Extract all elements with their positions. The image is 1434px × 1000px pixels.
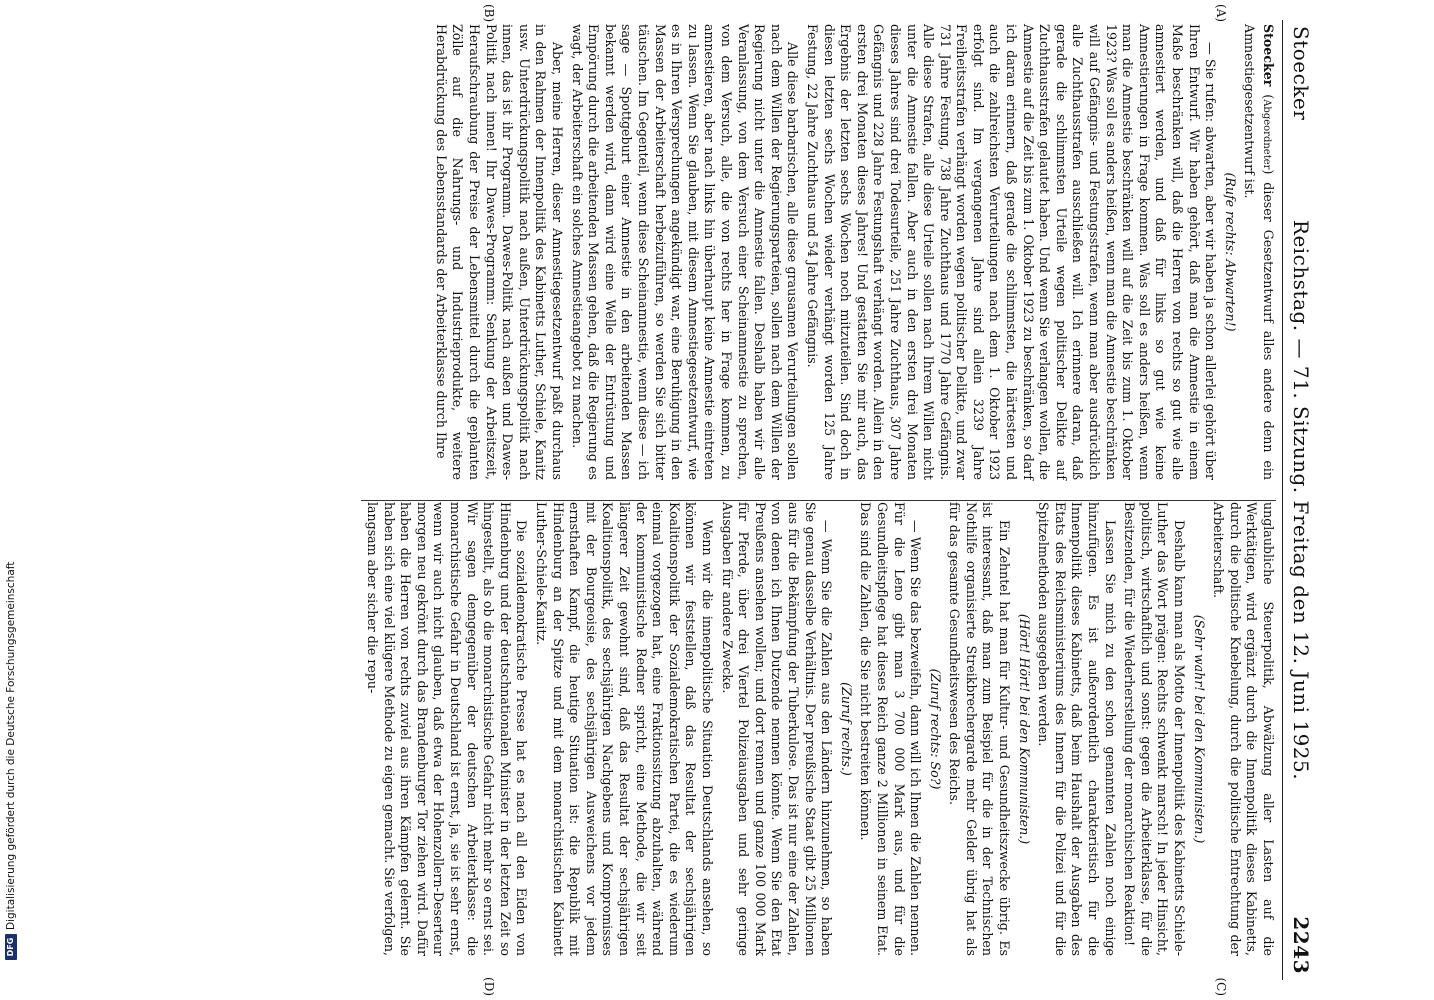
running-head [1282,20,1317,980]
interjection: (Hört! Hört! bei den Kommunisten.) [1016,613,1032,845]
interjection: (Sehr wahr! bei den Kommunisten.) [1191,614,1207,844]
speaker-name: Stoecker [1261,24,1276,87]
paragraph: Aber, meine Herren, dieser Amnestiegesetzentwurf paßt durchaus in den Rahmen der Innenpolitik des Kabinetts Luther, Schiele, Kanitz usw. Unterdrückungspolitik nach außen, Unterdrückungspolitik nach innen, das ist ihr Programm. Dawes-Politik nach außen und Dawes-Politik nach innen! Ihr Dawes-Programm: Senkung der Arbeitszeit, Heraufschraubung der Preise der Lebensmittel durch die geplanten Zölle auf die Nahrungs- und Industrieprodukte, weitere Herabdrückung des Lebensstandards der Arbeiterklasse durch Ihre [433,24,566,480]
margin-marker-b: (B) [482,4,496,23]
left-column [361,20,1276,490]
interjection: (Zuruf rechts: So?) [927,668,943,790]
column-divider [361,500,1276,501]
speech-text: dieser Gesetzentwurf alles andere denn ein Amnestiegesetzentwurf ist. [1242,24,1276,481]
page-number: 2243 [1289,916,1313,974]
paragraph: Deshalb kann man als Motto der Innenpolitik des Kabinetts Schiele-Luther das Wort prägen: Rechts schwenkt marsch! In jeder Hinsicht, politisch, wirtschaftlich und sonst: gegen die Arbeiterklasse, für die Besitzenden, für die Wiederherstellung der monarchischen Reaktion! [1122,502,1188,956]
margin-marker-a: (A) [1214,4,1228,23]
paragraph: unglaubliche Steuerpolitik, Abwälzung aller Lasten auf die Werktätigen, wird ergänzt durch die Innenpolitik dieses Kabinetts, durch die politische Knebelung, durch die politische Entrechtung der Arbeiterschaft. [1211,502,1276,956]
margin-marker-d: (D) [482,977,496,996]
credit-text: Digitalisierung gefördert durch die Deutsche Forschungsgemeinschaft [5,561,17,930]
paragraph: — Wenn Sie das bezweifeln, dann will ich Ihnen die Zahlen nennen. Für die Leno gibt man 3 700 000 Mark aus, und für die Gesundheitspflege hat dieses Reich ganze 2 Millionen in seinem Etat. Das sind die Zahlen, die Sie nicht bestreiten können. [858,502,924,956]
paragraph: Alle diese barbarischen, alle diese grausamen Verurteilungen sollen nach dem Willen der Regierungsparteien, sollen nach dem Willen der Regierung nicht unter die Amnestie fallen. Deshalb haben wir alle Veranlassung, von dem Versuch einer Scheinamnestie zu sprechen, von dem Versuch, alle, die von rechts her in Frage kommen, zu amnestieren, aber nach links hin überhaupt keine Amnestie eintreten zu lassen. Wenn Sie glauben, mit diesem Amnestiegesetzentwurf, wie es in Ihren Versprechungen angekündigt war, eine Beruhigung in den Massen der Arbeiterschaft herbeizuführen, so werden Sie sich bitter täuschen. Im Gegenteil, wenn diese Scheinamnestie, wenn diese — ich sage — Spottgeburt einer Amnestie in den arbeitenden Massen bekannt werden wird, dann wird eine Welle der Entrüstung und Empörung durch die arbeitenden Massen gehen, daß die Regierung es wagt, der Arbeiterschaft ein solches Amnestieangebot zu machen. [569,24,801,480]
speaker-role: Abgeordneter [1261,99,1272,170]
paragraph: Wenn wir die innenpolitische Situation Deutschlands ansehen, so können wir feststellen, daß das Resultat der sechsjährigen Koalitionspolitik der Sozialdemokratischen Partei, die es wiederum einmal vorgezogen hat, eine Fraktionssitzung abzuhalten, während der kommunistische Redner spricht, eine Methode, die wir seit längerer Zeit gewohnt sind, daß das Resultat der sechsjährigen Koalitionspolitik, des sechsjährigen Nachgebens und Kompromisses mit der Bourgeoisie, des sechsjährigen Ausweichens vor jedem ernsthaften Kampf, die heutige Situation ist: die Republik mit Hindenburg an der Spitze und mit dem monarchistischen Kabinett Luther-Schiele-Kanitz. [534,502,715,956]
header-speaker: Stoecker [1289,26,1313,121]
paragraph: Lassen Sie mich zu den schon genannten Zahlen noch einige hinzufügen. Es ist außerordentlich charakteristisch für die Innenpolitik dieses Kabinetts, daß beim Haushalt der Ausgaben des Etats des Reichsministeriums des Innern für die Polizei und für die Spitzelmethoden ausgegeben werden. [1036,502,1118,956]
speaker-paragraph: Stoecker (Abgeordneter) dieser Gesetzentwurf alles andere denn ein Amnestiegesetzentwurf ist. [1242,24,1276,481]
paragraph: Die sozialdemokratische Presse hat es nach all den Eiden von Hindenburg und der deutschnationalen Minister in der letzten Zeit so hingestellt, als ob die monarchistische Gefahr nicht mehr so ernst sei. Wir sagen demgegenüber der deutschen Arbeiterklasse: die monarchistische Gefahr in Deutschland ist ernst, ja, sie ist sehr ernst, wenn wir auch nicht glauben, daß etwa der Hohenzollern-Deserteur morgen neu gekrönt durch das Brandenburger Tor ziehen wird. Dafür haben die Herren von rechts zuviel aus ihren Kämpfen gelernt. Sie haben sich eine viel klügere Methode zu eigen gemacht. Sie verfolgen, langsam aber sicher die repu- [365,502,530,956]
text-columns [361,4,1276,996]
paragraph: Ein Zehntel hat man für Kultur- und Gesundheitszwecke übrig. Es ist interessant, daß man zum Beispiel für die in der Technischen Nothilfe organisierte Streikbrechergarde mehr Gelder übrig hat als für das gesamte Gesundheitswesen des Reichs. [947,502,1013,956]
interjection: (Rufe rechts: Abwarten!) [1222,172,1238,332]
right-column [361,490,1276,960]
interjection: (Zuruf rechts.) [838,682,854,776]
rotated-page [95,0,1325,1000]
digitization-credit [4,0,18,960]
paragraph: — Sie rufen: abwarten, aber wir haben ja schon allerlei gehört über Ihren Entwurf. Wir haben gehört, daß man die Amnestie in einem Maße beschränken will, daß die Herren von rechts so gut wie alle amnestiert werden, und daß für links so gut wie keine Amnestierungen in Frage kommen. Was soll es anders heißen, wenn man die Amnestie beschränken will auf die Zeit bis zum 1. Oktober 1923? Was soll es anders heißen, wenn man die Amnestie beschränken will auf Gefängnis- und Festungsstrafen, wenn man aber ausdrücklich alle Zuchthausstrafen ausschließen will. Ich erinnere daran, daß gerade die schlimmsten Urteile wegen politischer Delikte auf Zuchthausstrafen gelautet haben. Und wenn Sie verlangen wollen, die Amnestie auf die Zeit bis zum 1. Oktober 1923 zu beschränken, so darf ich daran erinnern, daß gerade die schlimmsten, die härtesten und auch die zahlreichsten Verurteilungen nach dem 1. Oktober 1923 erfolgt sind. Im vergangenen Jahre sind allein 3239 Jahre Freiheitsstrafen verhängt worden wegen politischer Delikte, und zwar 731 Jahre Festung, 738 Jahre Zuchthaus und 1770 Jahre Gefängnis. Alle diese Strafen, alle diese Urteile sollen nach Ihrem Willen nicht unter die Amnestie fallen. Aber auch in den ersten drei Monaten dieses Jahres sind drei Todesurteile, 251 Jahre Zuchthaus, 307 Jahre Gefängnis und 228 Jahre Festungshaft verhängt worden. Allein in den ersten drei Monaten dieses Jahres! Und gestatten Sie mir auch, das Ergebnis der letzten sechs Wochen noch mitzuteilen. Sind doch in diesen letzten sechs Wochen wieder verhängt worden 125 Jahre Festung, 22 Jahre Zuchthaus und 54 Jahre Gefängnis. [804,24,1219,480]
header-title: Reichstag. — 71. Sitzung. Freitag den 12. Juni 1925. [1289,219,1313,781]
dfg-logo-icon: DFG [5,934,17,960]
paragraph: — Wenn Sie die Zahlen aus den Ländern hinzunehmen, so haben Sie genau dasselbe Verhältnis. Der preußische Staat gibt 25 Millionen aus für die Bekämpfung der Tuberkulose. Das ist nur eine der Zahlen, von denen ich Ihnen Dutzende nennen könnte. Wenn Sie den Etat Preußens ansehen wollen; und dort rennen und ganze 100 000 Mark für Pferde, über drei Viertel Polizeiausgaben und sehr geringe Ausgaben für andere Zwecke. [719,502,835,956]
margin-marker-c: (C) [1214,977,1228,996]
